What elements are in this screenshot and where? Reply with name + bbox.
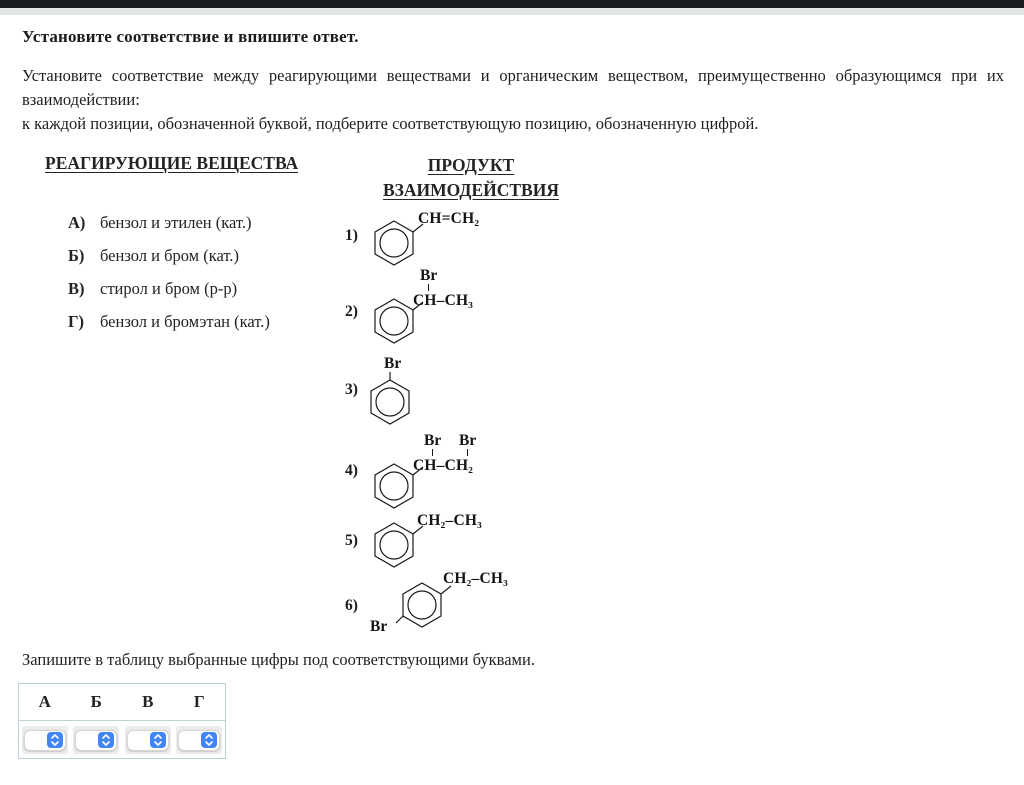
product-number: 3) (345, 381, 358, 398)
br-label: Br (459, 432, 477, 449)
product-structure-2 (345, 267, 525, 357)
answer-cell-a (19, 726, 71, 754)
br-label: Br (424, 432, 442, 449)
footer-instruction: Запишите в таблицу выбранные цифры под соответствующими буквами. (22, 650, 535, 669)
reagent-letter: В) (68, 279, 85, 298)
answer-table-header-row (19, 684, 225, 721)
answer-table-input-row (19, 721, 225, 759)
product-number: 2) (345, 303, 358, 320)
benzene-ring-icon (371, 218, 425, 268)
reagent-letter: Г) (68, 312, 84, 331)
product-number: 5) (345, 532, 358, 549)
formula-text: CH–CH₂ (413, 457, 474, 474)
reagent-text: стирол и бром (р-р) (100, 279, 238, 298)
product-structure-6 (345, 570, 545, 640)
select-backing (125, 726, 171, 754)
select-backing (73, 726, 119, 754)
page-title: Установите соответствие и впишите ответ. (22, 27, 359, 46)
column-header-products (368, 153, 574, 203)
reagent-row-b (68, 246, 270, 266)
answer-header-v: В (142, 692, 154, 711)
answer-cell-g (174, 726, 226, 754)
reagent-text: бензол и этилен (кат.) (100, 213, 252, 232)
product-structure-1 (345, 210, 525, 272)
top-window-bar (0, 0, 1024, 8)
answer-header-g: Г (193, 692, 205, 711)
answer-cell-v (122, 726, 174, 754)
br-label: Br (420, 267, 438, 284)
answer-header-b: Б (90, 692, 102, 711)
answer-cell-b (71, 726, 123, 754)
answer-select-a[interactable] (24, 730, 66, 751)
formula-text: CH–CH₃ (413, 292, 474, 309)
product-number: 6) (345, 597, 358, 614)
bond-line (467, 449, 468, 456)
product-structure-4 (345, 432, 525, 522)
instructions-line2: к каждой позиции, обозначенной буквой, подберите соответствующую позицию, обозначенную цифрой. (22, 114, 759, 133)
reagent-row-g (68, 312, 270, 332)
reagent-list (68, 213, 270, 345)
up-down-chevrons-icon (98, 732, 114, 748)
answer-table (18, 683, 226, 759)
reagent-text: бензол и бромэтан (кат.) (100, 312, 270, 331)
formula-text: CH₂–CH₃ (417, 512, 482, 529)
answer-header-a: А (38, 692, 51, 711)
product-number: 1) (345, 227, 358, 244)
column-header-products-line1: ПРОДУКТ (427, 155, 515, 175)
benzene-ring-icon (371, 461, 425, 511)
product-number: 4) (345, 462, 358, 479)
reagent-row-v (68, 279, 270, 299)
bond-line (428, 284, 429, 291)
formula-text: CH=CH₂ (418, 210, 480, 227)
reagent-letter: Б) (68, 246, 85, 265)
product-structure-5 (345, 512, 525, 574)
up-down-chevrons-icon (201, 732, 217, 748)
reagent-row-a (68, 213, 270, 233)
answer-select-g[interactable] (178, 730, 220, 751)
task-instructions (22, 64, 1004, 136)
select-backing (22, 726, 68, 754)
benzene-ring-icon (371, 296, 425, 346)
column-header-products-line2: ВЗАИМОДЕЙСТВИЯ (383, 180, 559, 200)
product-structure-3 (345, 355, 465, 429)
reagent-text: бензол и бром (кат.) (100, 246, 239, 265)
benzene-ring-icon (367, 371, 413, 427)
br-label: Br (384, 355, 402, 372)
instructions-paragraph: Установите соответствие между реагирующими веществами и органическим веществом, преимущественно образующимся при их взаимодействии: (22, 66, 1004, 109)
up-down-chevrons-icon (47, 732, 63, 748)
answer-select-v[interactable] (127, 730, 169, 751)
formula-text: CH₂–CH₃ (443, 570, 508, 587)
answer-select-b[interactable] (75, 730, 117, 751)
up-down-chevrons-icon (150, 732, 166, 748)
benzene-ring-icon (395, 576, 457, 634)
benzene-ring-icon (371, 520, 425, 570)
br-label: Br (370, 618, 388, 635)
select-backing (176, 726, 222, 754)
bond-line (432, 449, 433, 456)
reagent-letter: А) (68, 213, 86, 232)
column-header-reagents: РЕАГИРУЮЩИЕ ВЕЩЕСТВА (45, 153, 299, 173)
top-gray-strip (0, 8, 1024, 15)
